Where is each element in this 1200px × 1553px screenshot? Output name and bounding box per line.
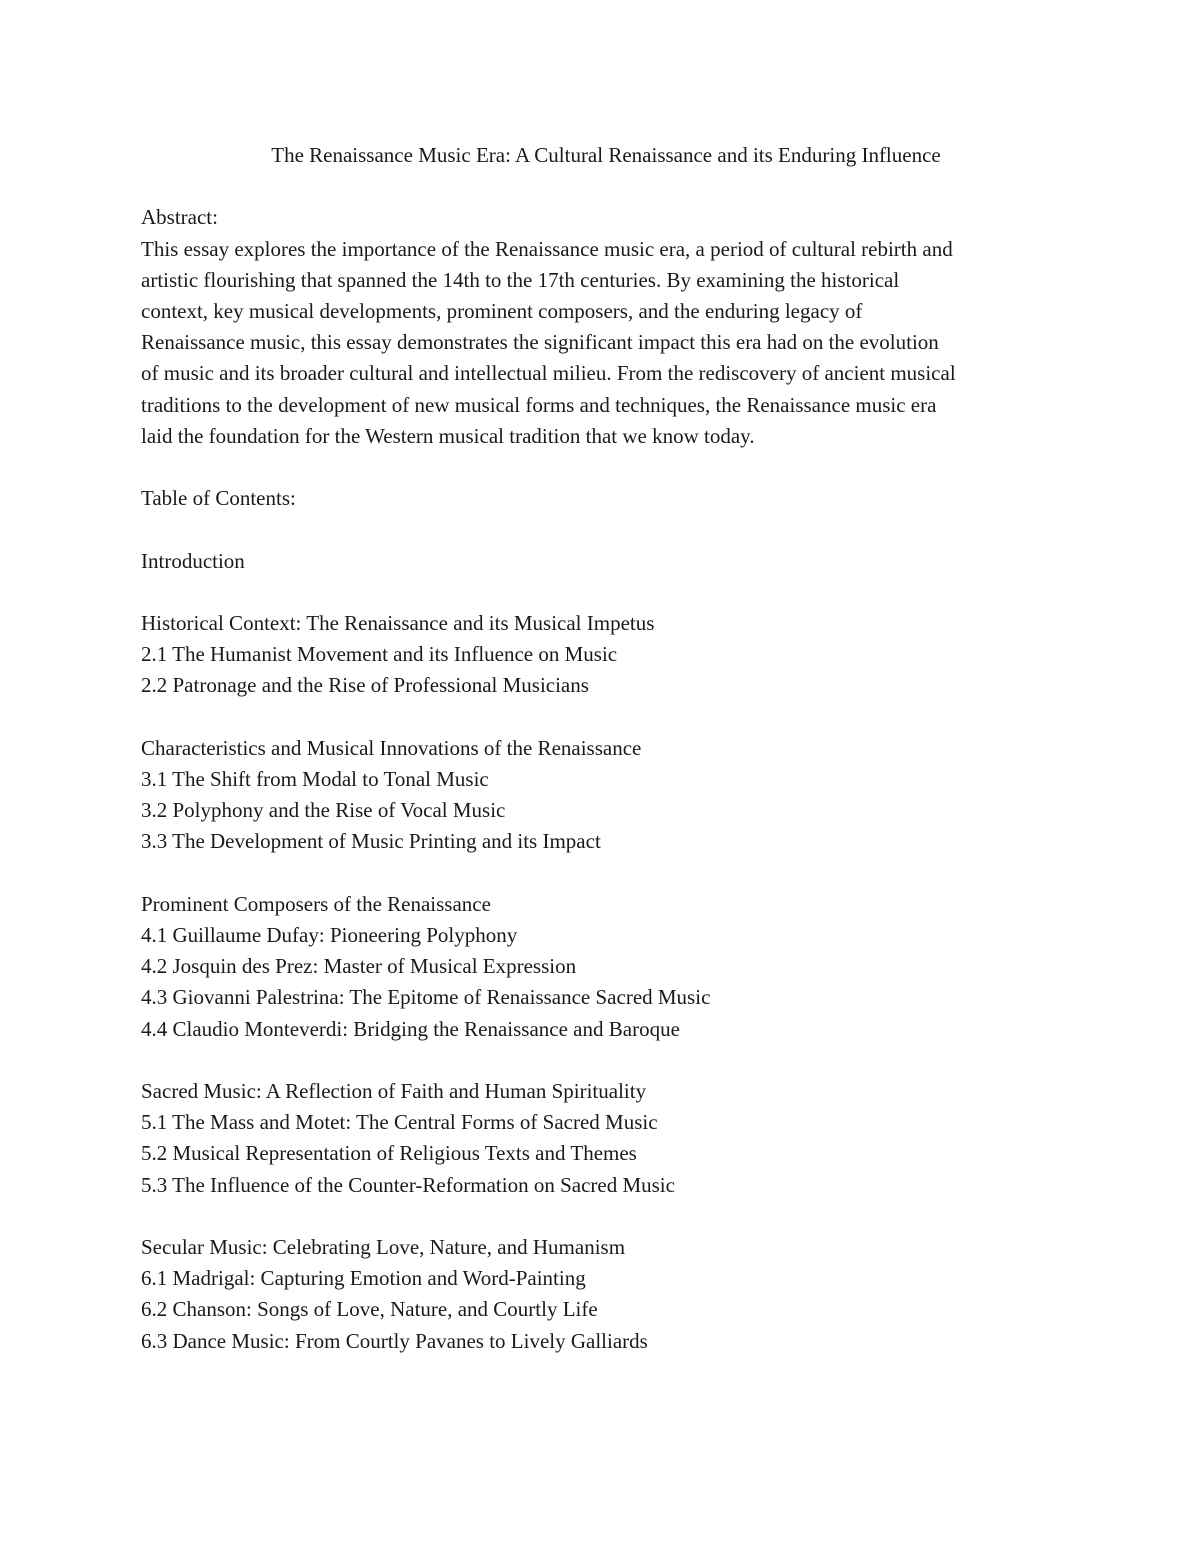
spacer	[141, 514, 1071, 545]
spacer	[141, 452, 1071, 483]
toc-section	[141, 1232, 1071, 1357]
abstract-heading: Abstract:	[141, 205, 218, 230]
table-of-contents	[141, 483, 1071, 1357]
toc-item: 4.3 Giovanni Palestrina: The Epitome of Renaissance Sacred Music	[141, 985, 711, 1010]
toc-item: 2.2 Patronage and the Rise of Professional Musicians	[141, 673, 589, 698]
toc-item: 4.2 Josquin des Prez: Master of Musical Expression	[141, 954, 577, 979]
toc-item: 3.2 Polyphony and the Rise of Vocal Music	[141, 798, 506, 823]
toc-item: 4.4 Claudio Monteverdi: Bridging the Renaissance and Baroque	[141, 1016, 680, 1041]
spacer	[141, 577, 1071, 608]
toc-item: 3.3 The Development of Music Printing and its Impact	[141, 829, 601, 854]
abstract-line: of music and its broader cultural and intellectual milieu. From the rediscovery of ancient musical	[141, 361, 956, 386]
abstract-line: laid the foundation for the Western musical tradition that we know today.	[141, 423, 755, 448]
toc-item: 6.2 Chanson: Songs of Love, Nature, and Courtly Life	[141, 1297, 598, 1322]
toc-item: 5.1 The Mass and Motet: The Central Forms of Sacred Music	[141, 1110, 658, 1135]
toc-item: 3.1 The Shift from Modal to Tonal Music	[141, 766, 489, 791]
spacer	[141, 1045, 1071, 1076]
abstract-line: Renaissance music, this essay demonstrates the significant impact this era had on the evolution	[141, 330, 939, 355]
toc-item: 5.3 The Influence of the Counter-Reformation on Sacred Music	[141, 1172, 675, 1197]
toc-section	[141, 608, 1071, 702]
toc-section-heading: Sacred Music: A Reflection of Faith and Human Spirituality	[141, 1078, 647, 1103]
abstract-body	[141, 234, 1071, 452]
toc-heading: Table of Contents:	[141, 486, 296, 511]
toc-section	[141, 733, 1071, 858]
abstract-line: context, key musical developments, prominent composers, and the enduring legacy of	[141, 299, 863, 323]
toc-section-heading: Secular Music: Celebrating Love, Nature, and Humanism	[141, 1234, 626, 1259]
document-content	[141, 140, 1071, 1357]
toc-section	[141, 1076, 1071, 1201]
spacer	[141, 702, 1071, 733]
toc-item: 4.1 Guillaume Dufay: Pioneering Polyphony	[141, 922, 518, 947]
toc-section-heading: Prominent Composers of the Renaissance	[141, 891, 491, 916]
toc-item: 6.1 Madrigal: Capturing Emotion and Word-Painting	[141, 1266, 586, 1291]
spacer	[141, 171, 1071, 202]
toc-item: 6.3 Dance Music: From Courtly Pavanes to Lively Galliards	[141, 1328, 648, 1353]
toc-item: 5.2 Musical Representation of Religious Texts and Themes	[141, 1141, 637, 1166]
document-title: The Renaissance Music Era: A Cultural Renaissance and its Enduring Influence	[271, 143, 941, 167]
toc-section-heading: Characteristics and Musical Innovations of the Renaissance	[141, 735, 642, 760]
spacer	[141, 1201, 1071, 1232]
toc-introduction: Introduction	[141, 548, 245, 573]
spacer	[141, 858, 1071, 889]
abstract-section	[141, 202, 1071, 452]
toc-section-heading: Historical Context: The Renaissance and its Musical Impetus	[141, 610, 655, 635]
abstract-line: artistic flourishing that spanned the 14th to the 17th centuries. By examining the historical	[141, 267, 900, 292]
toc-item: 2.1 The Humanist Movement and its Influence on Music	[141, 642, 618, 667]
toc-section	[141, 889, 1071, 1045]
abstract-line: This essay explores the importance of the Renaissance music era, a period of cultural rebirth and	[141, 236, 953, 261]
abstract-line: traditions to the development of new musical forms and techniques, the Renaissance music era	[141, 392, 937, 417]
